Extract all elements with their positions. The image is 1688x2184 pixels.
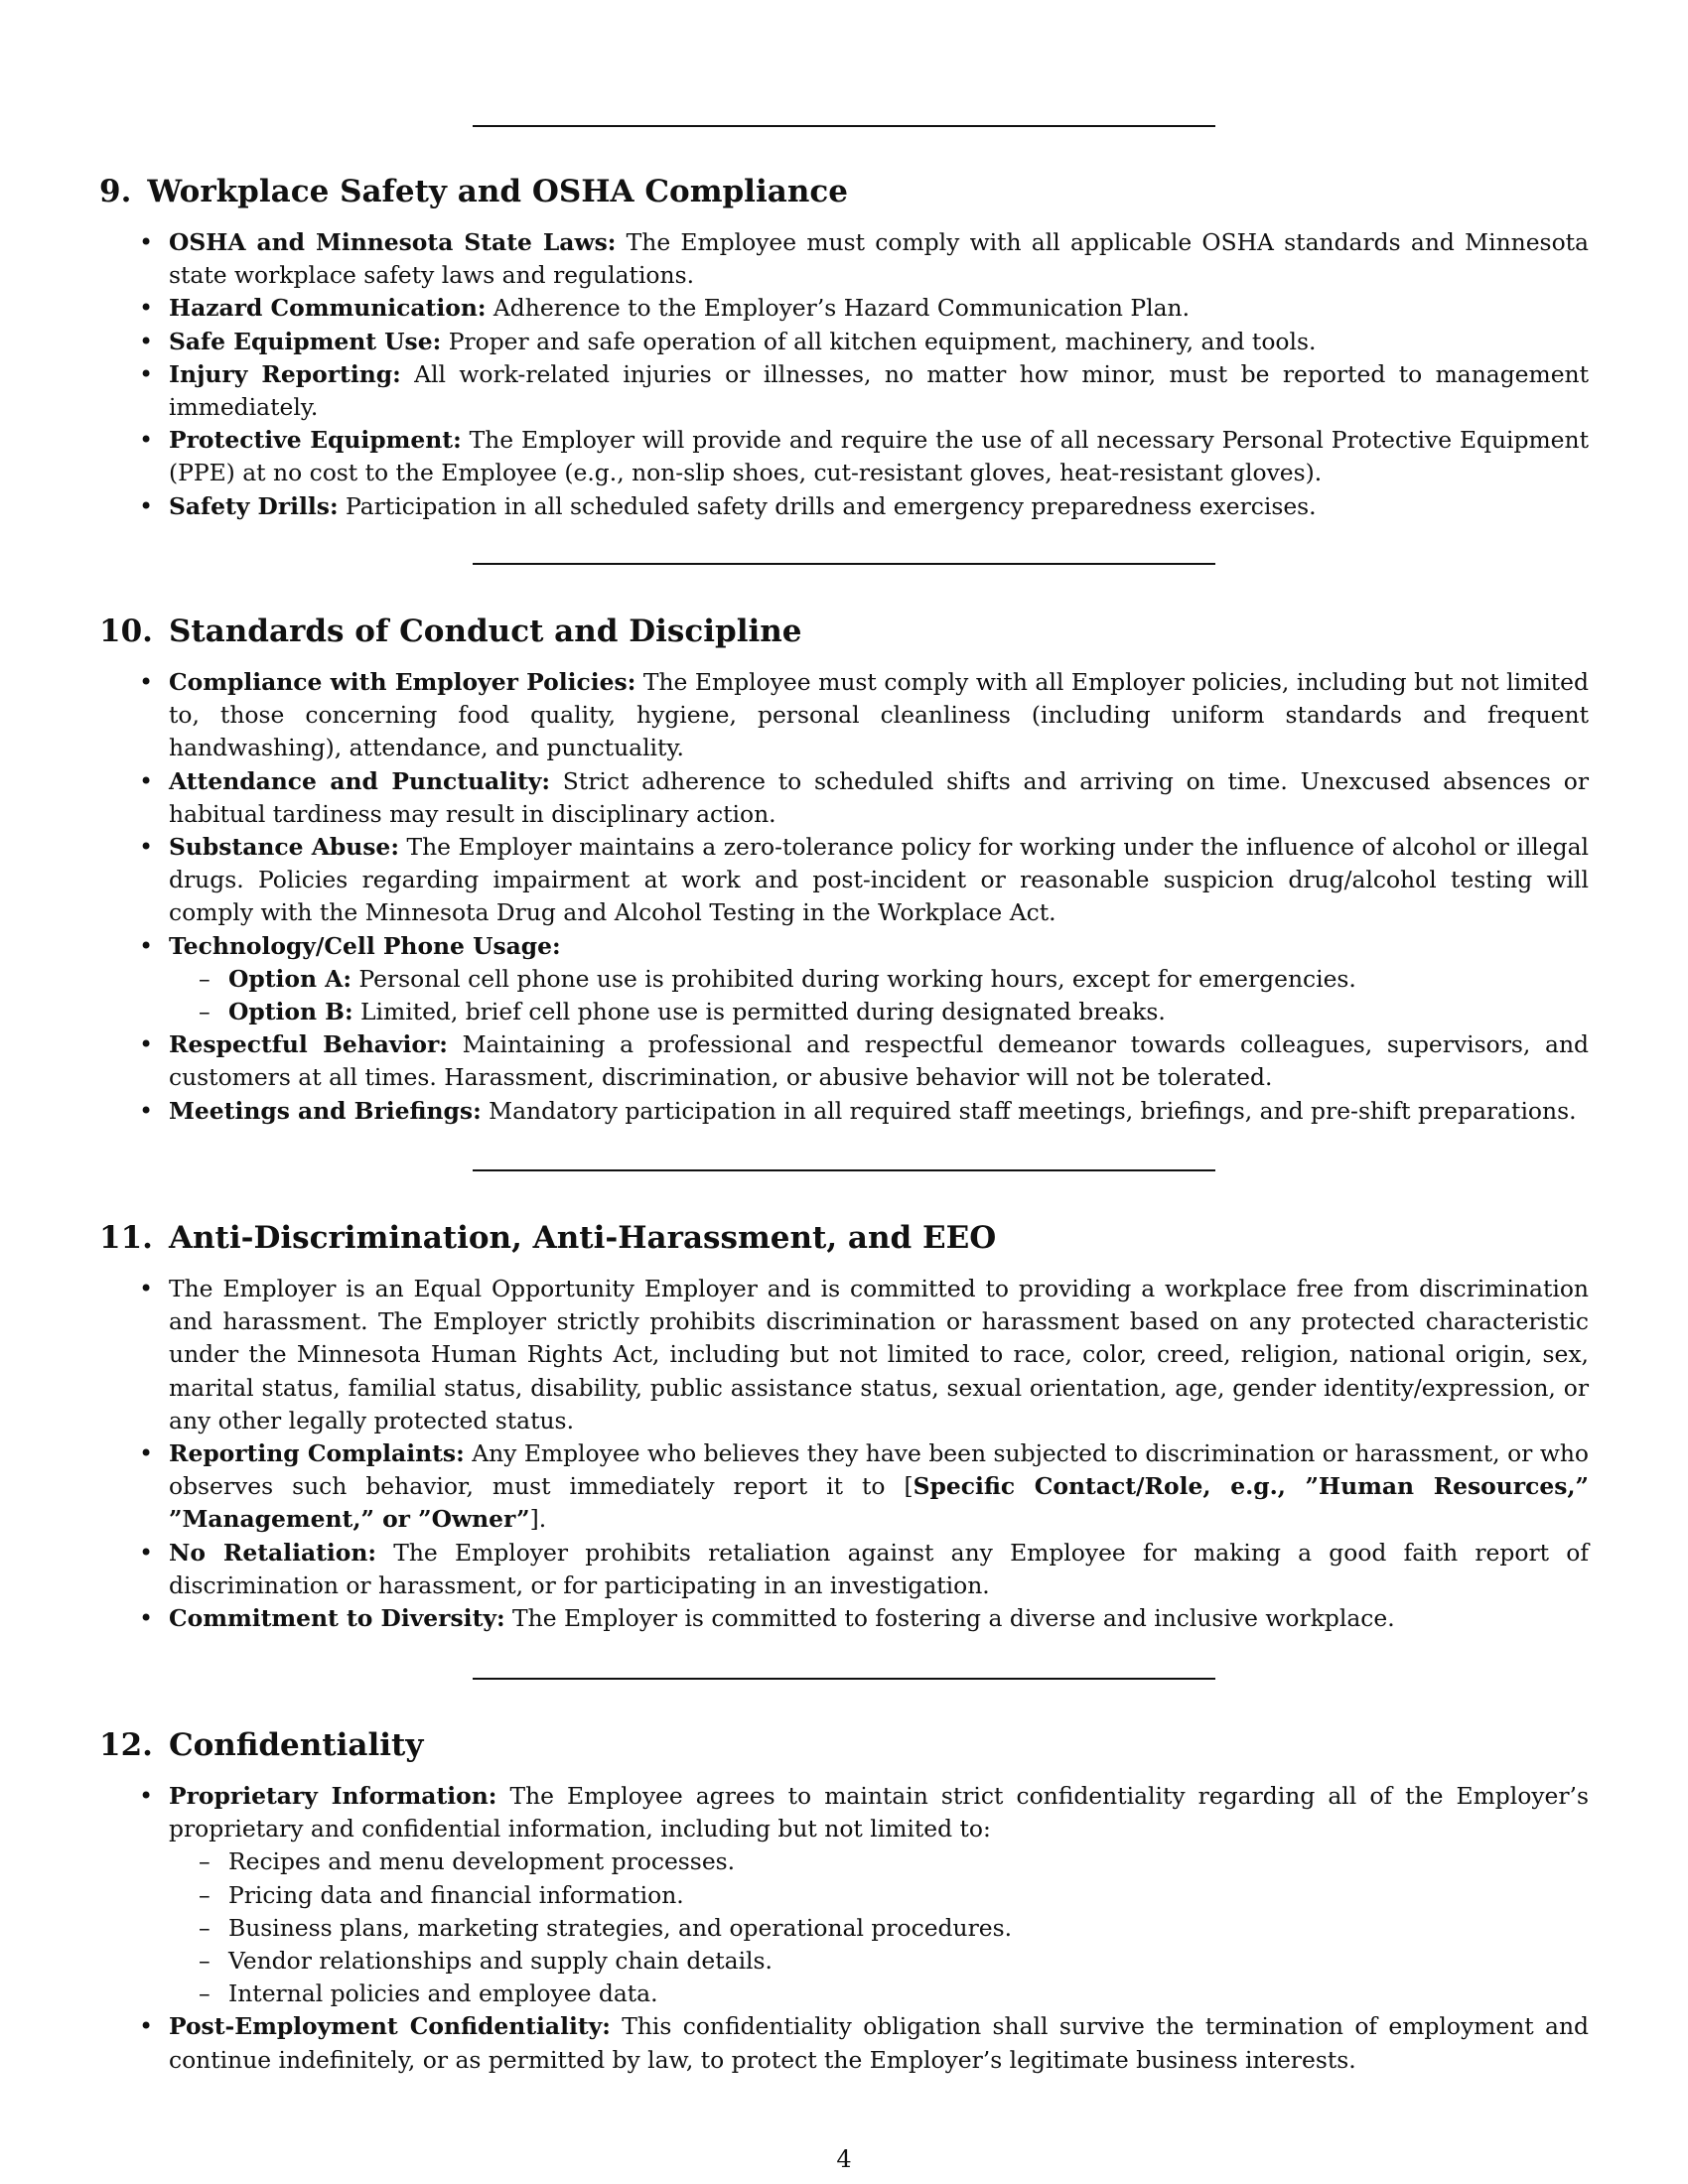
sub-item-text: Internal policies and employee data.	[228, 1979, 658, 2008]
list-item	[99, 226, 1589, 292]
list-item	[99, 2010, 1589, 2076]
item-label: Proprietary Information:	[169, 1782, 497, 1810]
item-text: All work-related injuries or illnesses, no matter how minor, must be reported to management immediately.	[169, 359, 1590, 422]
list-item	[99, 1095, 1589, 1128]
sub-item-text: Business plans, marketing strategies, and operational procedures.	[228, 1913, 1013, 1942]
sub-list-item	[169, 996, 1589, 1028]
list-item	[99, 1602, 1589, 1635]
list-item	[99, 1437, 1589, 1537]
sub-item-text: Limited, brief cell phone use is permitted during designated breaks.	[360, 998, 1166, 1026]
sub-item-text: Recipes and menu development processes.	[228, 1847, 736, 1876]
list-item	[99, 930, 1589, 1029]
list-item	[99, 424, 1589, 489]
item-label: Safe Equipment Use:	[169, 327, 442, 355]
section-divider	[473, 1169, 1215, 1171]
item-label: Compliance with Employer Policies:	[169, 668, 636, 696]
sub-item-text: Pricing data and financial information.	[228, 1880, 684, 1909]
item-text-after: ].	[529, 1505, 547, 1534]
list-item	[99, 490, 1589, 523]
item-text: The Employer is an Equal Opportunity Employer and is committed to providing a workplace free from discrimination and harassment. The Employer strictly prohibits discrimination or harassment based on any protected characteristic under the Minnesota Human Rights Act, including but not limited to race, color, creed, religion, national origin, sex, marital status, familial status, disability, public assistance status, sexual orientation, age, gender identity/expression, or any other legally protected status.	[169, 1275, 1589, 1434]
sub-list-item	[169, 1912, 1589, 1945]
section-9-list	[99, 226, 1589, 523]
item-label: Substance Abuse:	[169, 833, 399, 862]
list-item	[99, 1780, 1589, 2010]
section-number: 11.	[99, 1220, 153, 1256]
item-text: The Employer will provide and require the use of all necessary Personal Protective Equipment (PPE) at no cost to the Employee (e.g., non-slip shoes, cut-resistant gloves, heat-resistant gloves).	[169, 426, 1589, 487]
item-label: Protective Equipment:	[169, 426, 462, 455]
item-label: Hazard Communication:	[169, 294, 487, 323]
item-text: Strict adherence to scheduled shifts and arriving on time. Unexcused absences or habitual tardiness may result in disciplinary action.	[169, 766, 1590, 828]
section-number: 12.	[99, 1727, 153, 1763]
section-divider	[473, 563, 1215, 565]
list-item	[99, 1273, 1589, 1437]
section-11-list	[99, 1273, 1589, 1635]
item-label: Post-Employment Confidentiality:	[169, 2012, 611, 2041]
item-label: OSHA and Minnesota State Laws:	[169, 228, 617, 256]
item-label: Commitment to Diversity:	[169, 1604, 505, 1633]
sub-item-text: Personal cell phone use is prohibited during working hours, except for emergencies.	[358, 964, 1356, 993]
list-item	[99, 1537, 1589, 1602]
item-text: The Employer is committed to fostering a diverse and inclusive workplace.	[512, 1604, 1395, 1633]
item-text: This confidentiality obligation shall survive the termination of employment and continue indefinitely, or as permitted by law, to protect the Employer’s legitimate business interests.	[169, 2012, 1589, 2074]
section-title: Standards of Conduct and Discipline	[168, 614, 802, 649]
item-label: Attendance and Punctuality:	[169, 766, 550, 795]
list-item	[99, 1028, 1589, 1094]
section-12-list	[99, 1780, 1589, 2077]
item-label: Meetings and Briefings:	[169, 1096, 482, 1125]
section-title: Workplace Safety and OSHA Compliance	[147, 174, 848, 209]
sub-item-label: Option B:	[228, 998, 353, 1026]
item-text: Maintaining a professional and respectful demeanor towards colleagues, supervisors, and customers at all times. Harassment, discrimination, or abusive behavior will not be tolerated.	[169, 1030, 1589, 1092]
section-heading-10	[99, 612, 802, 651]
section-divider	[473, 1678, 1215, 1680]
item-label: Injury Reporting:	[169, 359, 401, 388]
section-title: Anti-Discrimination, Anti-Harassment, and EEO	[168, 1220, 997, 1256]
item-text: Proper and safe operation of all kitchen equipment, machinery, and tools.	[448, 327, 1317, 355]
list-item	[99, 765, 1589, 831]
item-text: Participation in all scheduled safety drills and emergency preparedness exercises.	[346, 491, 1317, 520]
sub-item-text: Vendor relationships and supply chain details.	[228, 1947, 773, 1976]
item-text: The Employer prohibits retaliation against any Employee for making a good faith report of discrimination or harassment, or for participating in an investigation.	[169, 1538, 1589, 1599]
sub-item-label: Option A:	[228, 964, 352, 993]
page-number: 4	[836, 2145, 852, 2173]
sub-list	[169, 1845, 1589, 2010]
item-label: Safety Drills:	[169, 491, 339, 520]
section-heading-9	[99, 172, 848, 211]
item-text: The Employer maintains a zero-tolerance policy for working under the influence of alcohol or illegal drugs. Policies regarding impairment at work and post-incident or reasonable suspicion drug/alcohol testing will comply with the Minnesota Drug and Alcohol Testing in the Workplace Act.	[169, 833, 1589, 927]
section-divider	[473, 125, 1215, 127]
section-title: Confidentiality	[168, 1727, 424, 1763]
sub-list-item	[169, 1945, 1589, 1978]
sub-list-item	[169, 1879, 1589, 1912]
sub-list-item	[169, 963, 1589, 996]
list-item	[99, 292, 1589, 325]
item-text: Mandatory participation in all required staff meetings, briefings, and pre-shift preparations.	[489, 1096, 1577, 1125]
list-item	[99, 666, 1589, 765]
item-label: Technology/Cell Phone Usage:	[169, 931, 561, 960]
section-10-list	[99, 666, 1589, 1128]
section-heading-12	[99, 1725, 423, 1765]
sub-list-item	[169, 1978, 1589, 2010]
list-item	[99, 831, 1589, 930]
list-item	[99, 326, 1589, 358]
item-text: Adherence to the Employer’s Hazard Communication Plan.	[492, 294, 1191, 323]
sub-list	[169, 963, 1589, 1028]
list-item	[99, 358, 1589, 424]
item-text: The Employee must comply with all Employer policies, including but not limited to, those concerning food quality, hygiene, personal cleanliness (including uniform standards and frequent handwashing), attendance, and punctuality.	[169, 668, 1589, 762]
section-number: 9.	[99, 174, 132, 209]
section-heading-11	[99, 1218, 996, 1258]
section-number: 10.	[99, 614, 153, 649]
item-text: The Employee agrees to maintain strict confidentiality regarding all of the Employer’s proprietary and confidential information, including but not limited to:	[169, 1782, 1589, 1843]
item-text: The Employee must comply with all applicable OSHA standards and Minnesota state workplace safety laws and regulations.	[169, 228, 1589, 290]
item-placeholder: Specific Contact/Role, e.g., ”Human Resources,” ”Management,” or ”Owner”	[169, 1472, 1589, 1534]
item-label: No Retaliation:	[169, 1538, 377, 1567]
sub-list-item	[169, 1845, 1589, 1878]
item-text: Any Employee who believes they have been subjected to discrimination or harassment, or who observes such behavior, must immediately report it to [	[169, 1439, 1589, 1501]
item-label: Respectful Behavior:	[169, 1030, 448, 1059]
item-label: Reporting Complaints:	[169, 1439, 465, 1468]
